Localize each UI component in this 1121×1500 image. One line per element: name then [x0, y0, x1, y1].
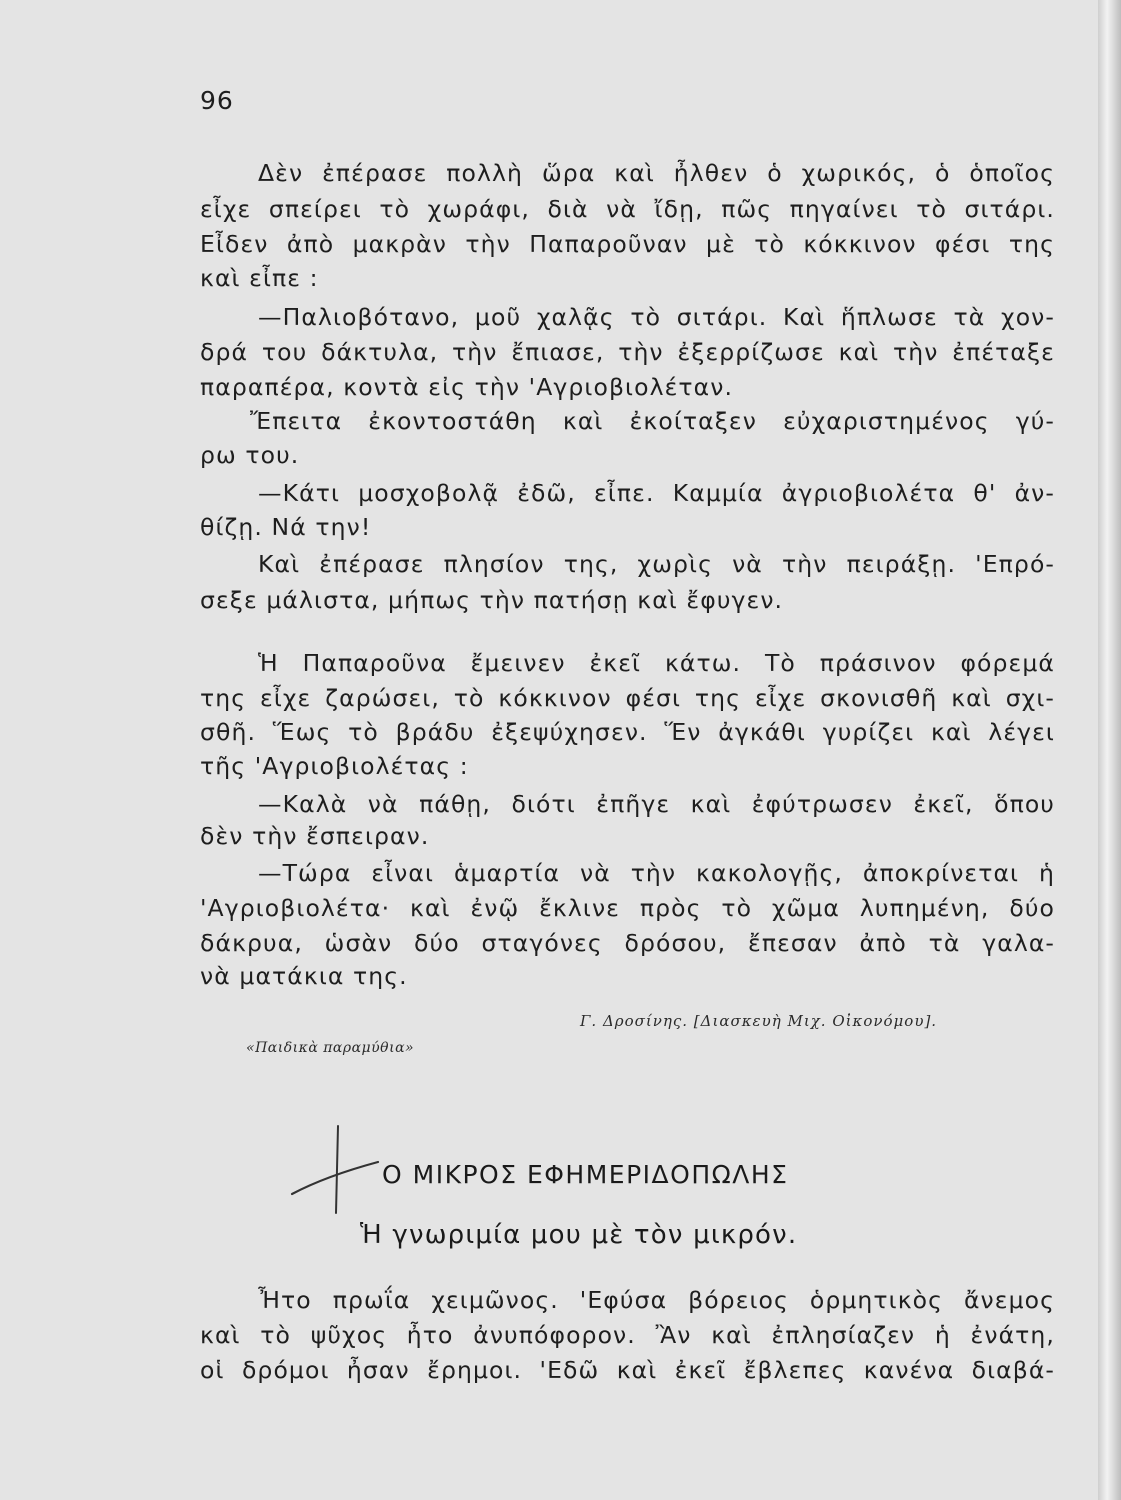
next-story-title: Ο ΜΙΚΡΟΣ ΕΦΗΜΕΡΙΔΟΠΩΛΗΣ — [382, 1160, 789, 1189]
story-line: σθῆ. Ἕως τὸ βράδυ ἐξεψύχησεν. Ἕν ἀγκάθι γυρίζει καὶ λέγει — [200, 718, 1055, 746]
page-number: 96 — [200, 86, 234, 115]
author-signature: Γ. Δροσίνης. [Διασκευὴ Μιχ. Οἰκονόμου]. — [580, 1012, 938, 1030]
pencil-cross-mark — [286, 1118, 396, 1228]
story-line: 'Αγριοβιολέτα· καὶ ἐνῷ ἔκλινε πρὸς τὸ χῶμα λυπημένη, δύο — [200, 894, 1055, 922]
story-line: Εἶδεν ἀπὸ μακρὰν τὴν Παπαροῦναν μὲ τὸ κόκκινον φέσι της — [200, 230, 1055, 258]
story-line: καὶ εἶπε : — [200, 264, 319, 292]
story-line: Ἡ Παπαροῦνα ἔμεινεν ἐκεῖ κάτω. Τὸ πράσινον φόρεμά — [258, 649, 1055, 677]
story-line: —Κάτι μοσχοβολᾷ ἐδῶ, εἶπε. Καμμία ἀγριοβιολέτα θ' ἀν- — [258, 479, 1055, 507]
next-story-subtitle: Ἡ γνωριμία μου μὲ τὸν μικρόν. — [360, 1220, 798, 1250]
story-line: δὲν τὴν ἔσπειραν. — [200, 822, 430, 850]
story-line: της εἶχε ζαρώσει, τὸ κόκκινον φέσι της εἶχε σκονισθῆ καὶ σχι- — [200, 684, 1055, 712]
story-line: δρά του δάκτυλα, τὴν ἔπιασε, τὴν ἐξερρίζωσε καὶ τὴν ἐπέταξε — [200, 338, 1055, 366]
story-line: —Καλὰ νὰ πάθῃ, διότι ἐπῆγε καὶ ἐφύτρωσεν ἐκεῖ, ὅπου — [258, 790, 1055, 818]
story-line: Δὲν ἐπέρασε πολλὴ ὥρα καὶ ἦλθεν ὁ χωρικός, ὁ ὁποῖος — [258, 159, 1055, 187]
story-line: εἶχε σπείρει τὸ χωράφι, διὰ νὰ ἴδῃ, πῶς πηγαίνει τὸ σιτάρι. — [200, 195, 1055, 223]
next-story-line: καὶ τὸ ψῦχος ἦτο ἀνυπόφορον. Ἂν καὶ ἐπλησίαζεν ἡ ἐνάτη, — [200, 1321, 1055, 1349]
page-binding-edge — [1098, 0, 1121, 1500]
story-line: σεξε μάλιστα, μήπως τὴν πατήσῃ καὶ ἔφυγεν. — [200, 586, 784, 614]
story-line: ρω του. — [200, 441, 300, 469]
story-line: δάκρυα, ὡσὰν δύο σταγόνες δρόσου, ἔπεσαν ἀπὸ τὰ γαλα- — [200, 929, 1055, 957]
story-line: νὰ ματάκια της. — [200, 962, 408, 990]
story-line: θίζῃ. Νά την! — [200, 513, 372, 541]
story-line: Καὶ ἐπέρασε πλησίον της, χωρὶς νὰ τὴν πειράξῃ. 'Επρό- — [258, 550, 1055, 578]
story-line: Ἔπειτα ἐκοντοστάθη καὶ ἐκοίταξεν εὐχαριστημένος γύ- — [250, 407, 1055, 435]
next-story-line: Ἦτο πρωΐα χειμῶνος. 'Εφύσα βόρειος ὁρμητικὸς ἄνεμος — [258, 1286, 1055, 1314]
story-line: —Παλιοβότανο, μοῦ χαλᾷς τὸ σιτάρι. Καὶ ἥπλωσε τὰ χον- — [258, 303, 1055, 331]
source-citation: «Παιδικὰ παραμύθια» — [246, 1040, 415, 1056]
next-story-line: οἱ δρόμοι ἦσαν ἔρημοι. 'Εδῶ καὶ ἐκεῖ ἔβλεπες κανένα διαβά- — [200, 1356, 1055, 1384]
story-line: τῆς 'Αγριοβιολέτας : — [200, 752, 469, 780]
story-line: παραπέρα, κοντὰ εἰς τὴν 'Αγριοβιολέταν. — [200, 373, 734, 401]
story-line: —Τώρα εἶναι ἁμαρτία νὰ τὴν κακολογῇς, ἀποκρίνεται ἡ — [258, 859, 1055, 887]
